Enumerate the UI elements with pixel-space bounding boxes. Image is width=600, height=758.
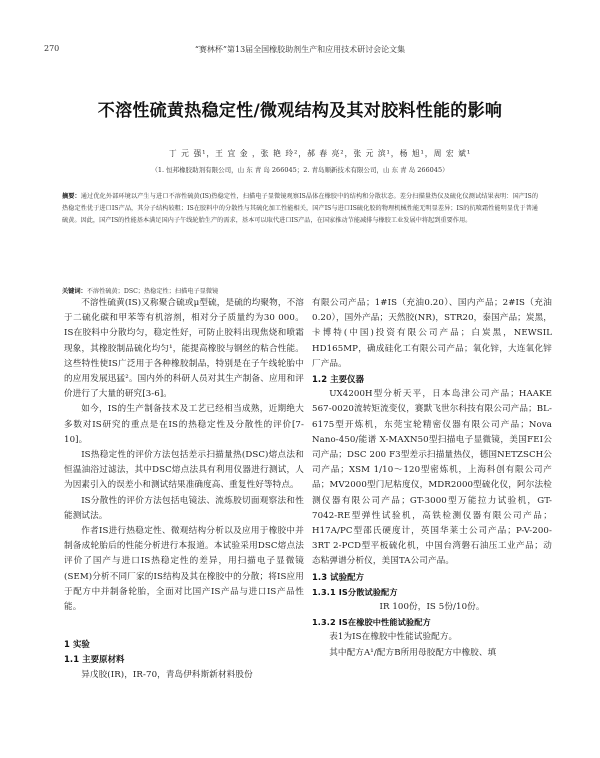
subsection-heading-materials: 1.1 主要原材料 <box>64 654 125 665</box>
abstract-label: 摘要： <box>62 193 81 200</box>
intro-paragraph: 作者IS进行热稳定性、微观结构分析以及应用于橡胶中并制备成轮胎后的性能分析进行本报道。本试验采用DSC熔点法评价了国产与进口IS热稳定性的差异，用扫描电子显微镜(SEM)分析不同厂家的IS结构及其在橡胶中的分散；将IS应用于配方中并制备轮胎，全面对比国产IS产品与进口IS产品性能。 <box>64 526 304 613</box>
running-header: “赛林杯”第13届全国橡胶助剂生产和应用技术研讨会论文集 <box>194 45 406 54</box>
materials-paragraph: 异戊胶(IR)，IR-70，青岛伊科斯新材料股份 <box>81 669 253 680</box>
left-column <box>64 296 304 683</box>
subsubsection-heading-performance: 1.3.2 IS在橡胶中性能试验配方 <box>312 617 431 628</box>
section-heading-experiment: 1 实验 <box>64 639 90 650</box>
page-number: 270 <box>44 44 60 53</box>
keywords-text: 不溶性硫黄；DSC；热稳定性；扫描电子显微镜 <box>86 288 219 295</box>
paper-title: 不溶性硫黄热稳定性/微观结构及其对胶料性能的影响 <box>97 101 503 121</box>
formula-line: IR 100份，IS 5份/10份。 <box>379 602 485 613</box>
subsection-heading-formula: 1.3 试验配方 <box>312 571 365 582</box>
intro-paragraph: 如今，IS的生产制备技术及工艺已经相当成熟，近期绝大多数对IS研究的重点是在IS的热稳定性及分散性的评价[7-10]。 <box>64 404 304 445</box>
formula-paragraph: 表1为IS在橡胶中性能试验配方。 <box>329 632 458 643</box>
abstract-text: 通过优化外部环境以产生与进口不溶性硫黄(IS)热稳定性，扫描电子显微镜观察IS晶体在橡胶中的结构和分散状态。差分扫描量热仪及硫化仪测试结果表明：国产IS的热稳定性优于进口IS产品，其分子结构较粗；IS在胶料中的分散性与其硫化加工性能相关，国产IS与进口IS硫化胶的物理机械性能无明显差异；IS的抗喷霜性能明显优于普通硫黄。因此，国产IS的性能基本满足国内子午线轮胎生产的需求，基本可以取代进口IS产品，在国家推动节能减排与橡胶工业发展中将起到重要作用。 <box>62 193 539 224</box>
instruments-paragraph: UX4200H型分析天平，日本岛津公司产品；HAAKE 567-0020流转矩流变仪，赛默飞世尔科技有限公司产品；BL-6175型开炼机，东莞宝轮精密仪器有限公司产品；Nova Nano-450/能谱 X-MAXN50型扫描电子显微镜，美国FEI公司产品；DSC 200 F3型差示扫描量热仪，德国NETZSCH公司产品；XSM 1/10～120型密炼机，上海科创有限公司产品；MV2000型门尼粘度仪，MDR2000型硫化仪，阿尔法检测仪器有限公司产品；GT-3000型万能拉力试验机，GT-7042-RE型弹性试验机，高铁检测仪器有限公司产品；H17A/PC型邵氏硬度计，英国华莱士公司产品；P-V-200-3RT 2-PCD型平板硫化机，中国台湾磐石油压工业产品；动态粘弹谱分析仪，美国TA公司产品。 <box>312 389 552 567</box>
affiliation: （1. 恒邦橡胶助剂有限公司，山 东 青 岛 266045；2. 青岛顺新技术有限公司，山 东 青 岛 266045） <box>151 166 449 174</box>
keywords <box>62 286 538 295</box>
intro-paragraph: IS热稳定性的评价方法包括差示扫描量热(DSC)熔点法和恒温油浴过滤法，其中DSC熔点法具有利用仪器进行测试，人为因素引入的误差小和测试结果准确度高、重复性好等特点。 <box>64 450 304 491</box>
keywords-label: 关键词： <box>62 288 87 295</box>
subsubsection-heading-dispersion: 1.3.1 IS分散试验配方 <box>312 586 398 597</box>
intro-paragraph: IS分散性的评价方法包括电镜法、流炼胶切面观察法和性能测试法。 <box>64 495 304 521</box>
subsection-heading-instruments: 1.2 主要仪器 <box>312 374 365 385</box>
authors: 丁 元 强¹，王 宜 金 ，张 艳 玲²，郝 春 亮²，张 元 滨¹，杨 旭¹，周 宏 斌¹ <box>168 149 472 158</box>
abstract <box>62 191 538 226</box>
materials-continued: 有限公司产品；1#IS（充油0.20）、国内产品；2#IS（充油0.20），国外产品；天然胶(NR)，STR20，泰国产品；炭黑，卡博特(中国)投资有限公司产品；白炭黑，NEWSIL HD165MP，确成硅化工有限公司产品；氧化锌，大连氧化锌厂产品。 <box>312 298 552 369</box>
intro-paragraph: 不溶性硫黄(IS)又称聚合硫或μ型硫，是硫的均聚物，不溶于二硫化碳和甲苯等有机溶剂，相对分子质量约为30 000。IS在胶料中分散均匀，稳定性好，可防止胶料出现焦烧和喷霜现象，其橡胶制品硫化均匀¹，能提高橡胶与钢丝的粘合性能。这些特性使IS广泛用于各种橡胶制品，特别是在子午线轮胎中的应用发展迅猛²。国内外的科研人员对其生产制备、应用和评价进行了大量的研究[3-6]。 <box>64 298 304 400</box>
right-column <box>312 296 552 661</box>
formula-paragraph: 其中配方A¹/配方B所用母胶配方中橡胶、填 <box>329 647 497 658</box>
